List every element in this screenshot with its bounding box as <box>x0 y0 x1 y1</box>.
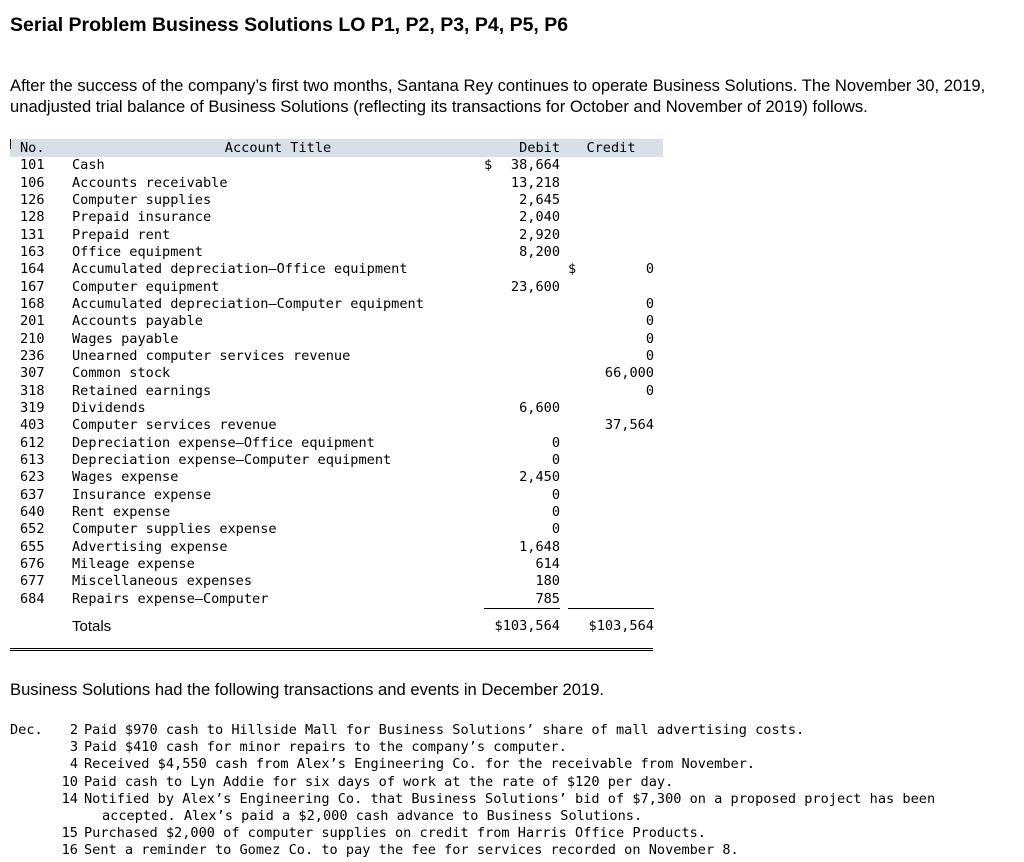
column-pad <box>654 521 663 538</box>
table-row <box>10 487 663 504</box>
column-pad <box>654 296 663 313</box>
account-title: Retained earnings <box>72 382 212 399</box>
column-pad <box>654 417 663 434</box>
table-row <box>10 226 663 243</box>
account-no: 101 <box>20 157 45 174</box>
column-pad <box>654 452 663 469</box>
column-gap <box>560 539 568 556</box>
account-title: Rent expense <box>72 504 171 521</box>
transaction-text: Purchased $2,000 of computer supplies on credit from Harris Office Products. <box>84 825 706 842</box>
column-pad <box>654 313 663 330</box>
column-pad <box>654 278 663 295</box>
account-title: Depreciation expense—Computer equipment <box>72 452 392 469</box>
account-no: 640 <box>20 504 45 521</box>
totals-gap <box>560 608 568 637</box>
table-row <box>10 365 663 382</box>
totals-label: Totals <box>72 618 112 636</box>
transaction-item <box>10 774 1020 791</box>
debit-value: 2,920 <box>519 226 560 243</box>
column-gap <box>560 261 568 278</box>
column-pad <box>654 435 663 452</box>
debit-value: 785 <box>535 590 560 607</box>
column-gap <box>560 504 568 521</box>
transaction-item <box>10 842 1020 859</box>
account-title: Computer services revenue <box>72 417 277 434</box>
account-title: Accumulated depreciation—Computer equipment <box>72 295 424 312</box>
table-row <box>10 504 663 521</box>
column-pad <box>654 400 663 417</box>
account-title: Office equipment <box>72 243 203 260</box>
transactions-list <box>10 722 1020 860</box>
credit-amount <box>568 157 654 174</box>
account-no: 307 <box>20 365 45 382</box>
debit-amount <box>484 278 560 295</box>
totals-row <box>10 608 663 637</box>
column-pad <box>654 487 663 504</box>
problem-heading: Serial Problem Business Solutions LO P1, P2, P3, P4, P5, P6 <box>10 14 569 36</box>
table-row <box>10 313 663 330</box>
table-row <box>10 157 663 174</box>
trial-balance-header-row <box>10 139 663 157</box>
debit-amount <box>484 521 560 538</box>
table-row <box>10 452 663 469</box>
transaction-day: 15 <box>61 825 78 842</box>
transaction-item <box>10 825 1020 842</box>
debit-value: 2,450 <box>519 469 560 486</box>
credit-amount <box>568 209 654 226</box>
debit-value: 2,040 <box>519 209 560 226</box>
credit-amount <box>568 313 654 330</box>
column-gap <box>560 435 568 452</box>
account-no: 210 <box>20 330 45 347</box>
credit-amount <box>568 573 654 590</box>
column-pad <box>654 174 663 191</box>
account-title: Dividends <box>72 399 146 416</box>
credit-amount <box>568 226 654 243</box>
intro-paragraph: After the success of the company’s first two months, Santana Rey continues to operate Business Solutions. The November 30, 2019, unadjusted trial balance of Business Solutions (reflecting its transactions for October and November of 2019) follows. <box>10 76 986 116</box>
account-no: 623 <box>20 469 45 486</box>
account-no: 684 <box>20 591 45 608</box>
credit-amount <box>568 435 654 452</box>
column-pad <box>654 226 663 243</box>
column-pad <box>654 539 663 556</box>
transaction-item <box>10 791 1020 825</box>
column-gap <box>560 556 568 573</box>
column-gap <box>560 400 568 417</box>
column-pad <box>654 469 663 486</box>
account-no: 163 <box>20 243 45 260</box>
column-gap <box>560 382 568 399</box>
header-debit: Debit <box>484 139 560 157</box>
column-pad <box>654 209 663 226</box>
credit-value: 0 <box>645 330 654 347</box>
trial-balance <box>10 139 654 651</box>
credit-amount <box>568 365 654 382</box>
account-no: 201 <box>20 313 45 330</box>
column-pad <box>654 556 663 573</box>
transaction-item <box>10 756 1020 773</box>
table-row <box>10 244 663 261</box>
transaction-text: Received $4,550 cash from Alex’s Engineering Co. for the receivable from November. <box>84 756 756 773</box>
transaction-item <box>10 739 1020 756</box>
column-gap <box>560 591 568 609</box>
transaction-text: Paid $410 cash for minor repairs to the company’s computer. <box>84 739 567 756</box>
dollar-sign: $ <box>484 157 493 174</box>
credit-amount <box>568 452 654 469</box>
debit-value: 0 <box>551 486 560 503</box>
account-no: 676 <box>20 556 45 573</box>
account-title: Accounts receivable <box>72 174 228 191</box>
debit-value: 0 <box>551 452 560 469</box>
column-pad <box>654 382 663 399</box>
account-title: Miscellaneous expenses <box>72 573 253 590</box>
totals-no <box>10 608 72 637</box>
transaction-text: accepted. Alex’s paid a $2,000 cash advance to Business Solutions. <box>102 808 643 825</box>
debit-value: 0 <box>551 504 560 521</box>
table-row <box>10 348 663 365</box>
credit-amount <box>568 487 654 504</box>
account-title: Cash <box>72 157 105 174</box>
credit-amount <box>568 174 654 191</box>
credit-value: 0 <box>645 261 654 278</box>
account-title: Computer supplies expense <box>72 521 277 538</box>
credit-amount <box>568 417 654 434</box>
table-row <box>10 556 663 573</box>
debit-amount <box>484 157 560 174</box>
table-row <box>10 435 663 452</box>
debit-amount <box>484 244 560 261</box>
account-no: 128 <box>20 209 45 226</box>
transaction-text: Paid cash to Lyn Addie for six days of work at the rate of $120 per day. <box>84 773 674 790</box>
column-gap <box>560 573 568 590</box>
account-title: Depreciation expense—Office equipment <box>72 434 375 451</box>
account-title: Accounts payable <box>72 313 203 330</box>
column-gap <box>560 226 568 243</box>
column-gap <box>560 209 568 226</box>
account-no: 318 <box>20 382 45 399</box>
account-title: Unearned computer services revenue <box>72 347 351 364</box>
totals-debit: $103,564 <box>484 608 560 637</box>
account-no: 652 <box>20 521 45 538</box>
column-gap <box>560 469 568 486</box>
debit-amount <box>484 556 560 573</box>
credit-amount <box>568 539 654 556</box>
debit-amount <box>484 573 560 590</box>
trial-balance-body <box>10 157 663 608</box>
account-title: Advertising expense <box>72 538 228 555</box>
table-row <box>10 278 663 295</box>
debit-value: 180 <box>535 573 560 590</box>
transaction-text: Paid $970 cash to Hillside Mall for Business Solutions’ share of mall advertising costs. <box>84 722 805 738</box>
account-no: 613 <box>20 452 45 469</box>
account-no: 168 <box>20 295 45 312</box>
credit-amount <box>568 469 654 486</box>
table-row <box>10 296 663 313</box>
debit-value: 23,600 <box>510 278 560 295</box>
header-no: No. <box>10 139 72 157</box>
debit-amount <box>484 313 560 330</box>
credit-amount <box>568 192 654 209</box>
table-row <box>10 382 663 399</box>
credit-amount <box>568 244 654 261</box>
column-gap <box>560 487 568 504</box>
account-title: Computer supplies <box>72 191 212 208</box>
table-corner-mark <box>10 139 11 149</box>
account-no: 167 <box>20 278 45 295</box>
table-row <box>10 591 663 609</box>
account-no: 403 <box>20 417 45 434</box>
column-gap <box>560 365 568 382</box>
table-row <box>10 400 663 417</box>
account-no: 126 <box>20 191 45 208</box>
header-pad <box>654 139 663 157</box>
column-gap <box>560 452 568 469</box>
debit-value: 0 <box>551 521 560 538</box>
debit-amount <box>484 400 560 417</box>
column-pad <box>654 504 663 521</box>
debit-amount <box>484 452 560 469</box>
credit-amount <box>568 591 654 609</box>
credit-value: 0 <box>645 347 654 364</box>
credit-amount <box>568 330 654 347</box>
debit-amount <box>484 539 560 556</box>
debit-value: 0 <box>551 434 560 451</box>
account-no: 655 <box>20 538 45 555</box>
debit-amount <box>484 435 560 452</box>
debit-amount <box>484 209 560 226</box>
debit-amount <box>484 226 560 243</box>
header-credit: Credit <box>568 139 654 157</box>
december-intro: Business Solutions had the following transactions and events in December 2019. <box>10 680 605 699</box>
column-pad <box>654 157 663 174</box>
account-title: Accumulated depreciation—Office equipment <box>72 261 408 278</box>
credit-amount <box>568 504 654 521</box>
table-row <box>10 417 663 434</box>
transaction-day: 14 <box>61 790 78 807</box>
account-no: 677 <box>20 573 45 590</box>
credit-amount <box>568 296 654 313</box>
account-title: Wages expense <box>72 469 179 486</box>
credit-value: 0 <box>645 295 654 312</box>
transaction-month: Dec. <box>10 722 43 738</box>
header-account-title: Account Title <box>72 139 484 157</box>
transaction-day: 2 <box>69 722 78 738</box>
dollar-sign: $ <box>568 261 577 278</box>
column-pad <box>654 365 663 382</box>
debit-amount <box>484 382 560 399</box>
table-row <box>10 174 663 191</box>
column-pad <box>654 192 663 209</box>
column-pad <box>654 591 663 609</box>
totals-credit: $103,564 <box>568 608 654 637</box>
debit-amount <box>484 261 560 278</box>
debit-amount <box>484 348 560 365</box>
debit-value: 38,664 <box>510 157 560 174</box>
account-no: 236 <box>20 347 45 364</box>
transaction-item <box>10 722 1020 739</box>
debit-value: 2,645 <box>519 191 560 208</box>
account-title: Insurance expense <box>72 486 212 503</box>
debit-value: 6,600 <box>519 399 560 416</box>
transaction-text: Sent a reminder to Gomez Co. to pay the fee for services recorded on November 8. <box>84 842 739 859</box>
column-gap <box>560 278 568 295</box>
account-title: Mileage expense <box>72 556 195 573</box>
column-gap <box>560 330 568 347</box>
column-gap <box>560 313 568 330</box>
debit-amount <box>484 365 560 382</box>
account-no: 612 <box>20 434 45 451</box>
column-gap <box>560 348 568 365</box>
debit-value: 1,648 <box>519 538 560 555</box>
column-gap <box>560 157 568 174</box>
debit-amount <box>484 591 560 609</box>
transaction-day: 4 <box>69 756 78 773</box>
column-gap <box>560 244 568 261</box>
transaction-text: Notified by Alex’s Engineering Co. that Business Solutions’ bid of $7,300 on a proposed project has been <box>84 790 936 807</box>
table-row <box>10 573 663 590</box>
table-row <box>10 209 663 226</box>
column-gap <box>560 296 568 313</box>
header-gap <box>560 139 568 157</box>
table-row <box>10 469 663 486</box>
debit-amount <box>484 330 560 347</box>
account-title: Computer equipment <box>72 278 220 295</box>
column-gap <box>560 417 568 434</box>
column-gap <box>560 192 568 209</box>
debit-amount <box>484 296 560 313</box>
credit-amount <box>568 556 654 573</box>
debit-value: 614 <box>535 556 560 573</box>
column-pad <box>654 573 663 590</box>
account-no: 164 <box>20 261 45 278</box>
column-pad <box>654 261 663 278</box>
table-row <box>10 521 663 538</box>
account-title: Prepaid insurance <box>72 209 212 226</box>
account-no: 319 <box>20 399 45 416</box>
account-title: Common stock <box>72 365 171 382</box>
trial-balance-table <box>10 139 663 637</box>
debit-amount <box>484 417 560 434</box>
column-pad <box>654 348 663 365</box>
column-gap <box>560 174 568 191</box>
debit-amount <box>484 174 560 191</box>
totals-pad <box>654 608 663 637</box>
debit-value: 8,200 <box>519 243 560 260</box>
credit-value: 66,000 <box>604 365 654 382</box>
credit-amount <box>568 521 654 538</box>
account-no: 131 <box>20 226 45 243</box>
column-pad <box>654 330 663 347</box>
column-pad <box>654 244 663 261</box>
credit-amount <box>568 278 654 295</box>
table-bottom-rule-double <box>10 650 653 651</box>
account-title: Prepaid rent <box>72 226 171 243</box>
account-title: Wages payable <box>72 330 179 347</box>
transaction-day: 16 <box>61 842 78 859</box>
credit-amount <box>568 261 654 278</box>
credit-value: 0 <box>645 382 654 399</box>
debit-amount <box>484 192 560 209</box>
credit-value: 37,564 <box>604 417 654 434</box>
credit-value: 0 <box>645 313 654 330</box>
account-no: 637 <box>20 486 45 503</box>
table-row <box>10 192 663 209</box>
account-title: Repairs expense—Computer <box>72 591 269 608</box>
transaction-day: 3 <box>69 739 78 756</box>
table-row <box>10 539 663 556</box>
transaction-day: 10 <box>61 773 78 790</box>
credit-amount <box>568 400 654 417</box>
credit-amount <box>568 348 654 365</box>
account-no: 106 <box>20 174 45 191</box>
table-row <box>10 330 663 347</box>
column-gap <box>560 521 568 538</box>
table-row <box>10 261 663 278</box>
table-bottom-rule <box>10 648 653 649</box>
debit-amount <box>484 504 560 521</box>
debit-value: 13,218 <box>510 174 560 191</box>
credit-amount <box>568 382 654 399</box>
debit-amount <box>484 487 560 504</box>
debit-amount <box>484 469 560 486</box>
